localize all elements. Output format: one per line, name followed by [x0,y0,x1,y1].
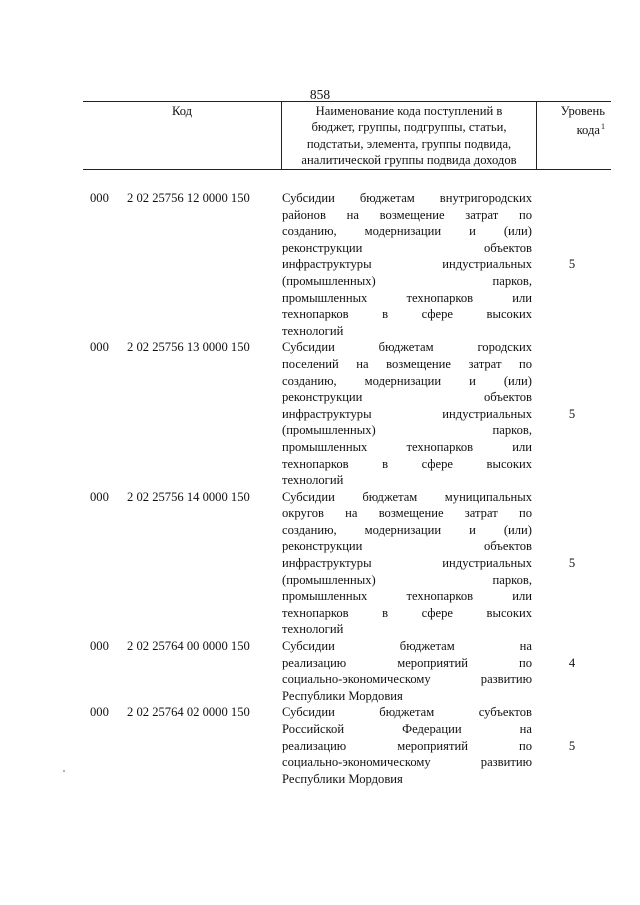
revenue-name-line: реализацию мероприятий по [282,738,532,753]
admin-code: 000 [90,639,109,654]
revenue-name-line: Субсидии бюджетам городских [282,340,532,355]
code-level: 5 [568,406,576,421]
revenue-code: 2 02 25764 00 0000 150 [127,639,250,654]
revenue-name-line: округов на возмещение затрат по [282,506,532,521]
revenue-name-line: технопарков в сфере высоких [282,456,532,471]
revenue-name-line: реконструкции объектов [282,539,532,554]
revenue-name-line: поселений на возмещение затрат по [282,356,532,371]
revenue-name-line: промышленных технопарков или [282,589,532,604]
table-row [0,638,640,704]
header-name-cell [282,102,537,170]
revenue-name-line: инфраструктуры индустриальных [282,556,532,571]
revenue-code: 2 02 25756 12 0000 150 [127,191,250,205]
revenue-name [282,190,532,339]
revenue-name [282,489,532,638]
revenue-name-line: технологий [282,473,344,488]
admin-code: 000 [90,489,109,504]
revenue-name-line: социально-экономическому развитию [282,755,532,770]
revenue-name-line: Субсидии бюджетам субъектов [282,705,532,720]
revenue-name-line: созданию, модернизации и (или) [282,224,532,239]
footnote-marker: 1 [601,122,605,132]
revenue-name-line: Республики Мордовия [282,771,403,786]
header-code-label: Код [171,104,193,118]
revenue-name-line: Субсидии бюджетам внутригородских [282,191,532,205]
revenue-name-line: реконструкции объектов [282,390,532,405]
table-header [83,101,611,170]
header-name-line: бюджет, группы, подгруппы, статьи, [311,120,507,135]
table-row [0,190,640,339]
table-row [0,489,640,638]
header-name-line: аналитической группы подвида доходов [301,153,517,168]
revenue-name-line: районов на возмещение затрат по [282,207,532,222]
revenue-name-line: (промышленных) парков, [282,273,532,288]
scan-speck [63,770,65,772]
table-row [0,339,640,488]
revenue-name-line: Республики Мордовия [282,688,403,703]
revenue-name-line: Субсидии бюджетам на [282,639,532,654]
revenue-name [282,638,532,704]
revenue-name-line: (промышленных) парков, [282,572,532,587]
code-level: 5 [568,556,576,571]
revenue-name-line: реконструкции объектов [282,240,532,255]
revenue-name [282,339,532,488]
revenue-name-line: технопарков в сфере высоких [282,307,532,322]
code-level: 5 [568,257,576,272]
revenue-name-line: промышленных технопарков или [282,290,532,305]
table-body [0,190,640,787]
revenue-code: 2 02 25764 02 0000 150 [127,705,250,720]
revenue-name [282,704,532,787]
revenue-code: 2 02 25756 14 0000 150 [127,489,250,504]
revenue-name-line: созданию, модернизации и (или) [282,522,532,537]
revenue-name-line: Субсидии бюджетам муниципальных [282,489,532,504]
revenue-name-line: социально-экономическому развитию [282,672,532,687]
table-row [0,704,640,787]
page-number: 858 [309,87,331,102]
revenue-name-line: промышленных технопарков или [282,439,532,454]
code-level: 4 [568,655,576,670]
admin-code: 000 [90,705,109,720]
revenue-name-line: Российской Федерации на [282,722,532,736]
revenue-name-line: инфраструктуры индустриальных [282,257,532,272]
revenue-name-line: (промышленных) парков, [282,423,532,438]
admin-code: 000 [90,340,109,355]
header-name-line: подстатьи, элемента, группы подвида, [306,136,512,151]
revenue-name-line: инфраструктуры индустриальных [282,406,532,421]
revenue-name-line: реализацию мероприятий по [282,655,532,670]
revenue-name-line: технологий [282,622,344,637]
header-level-cell [537,102,612,170]
header-name-line: Наименование кода поступлений в [315,104,503,118]
revenue-name-line: созданию, модернизации и (или) [282,373,532,388]
revenue-name-line: технологий [282,323,344,338]
revenue-name-line: технопарков в сфере высоких [282,605,532,620]
revenue-code: 2 02 25756 13 0000 150 [127,340,250,355]
header-level-line: кода [576,123,600,138]
admin-code: 000 [90,191,109,205]
code-level: 5 [568,738,576,753]
header-code-cell [83,102,282,170]
header-level-line: Уровень [560,104,605,118]
